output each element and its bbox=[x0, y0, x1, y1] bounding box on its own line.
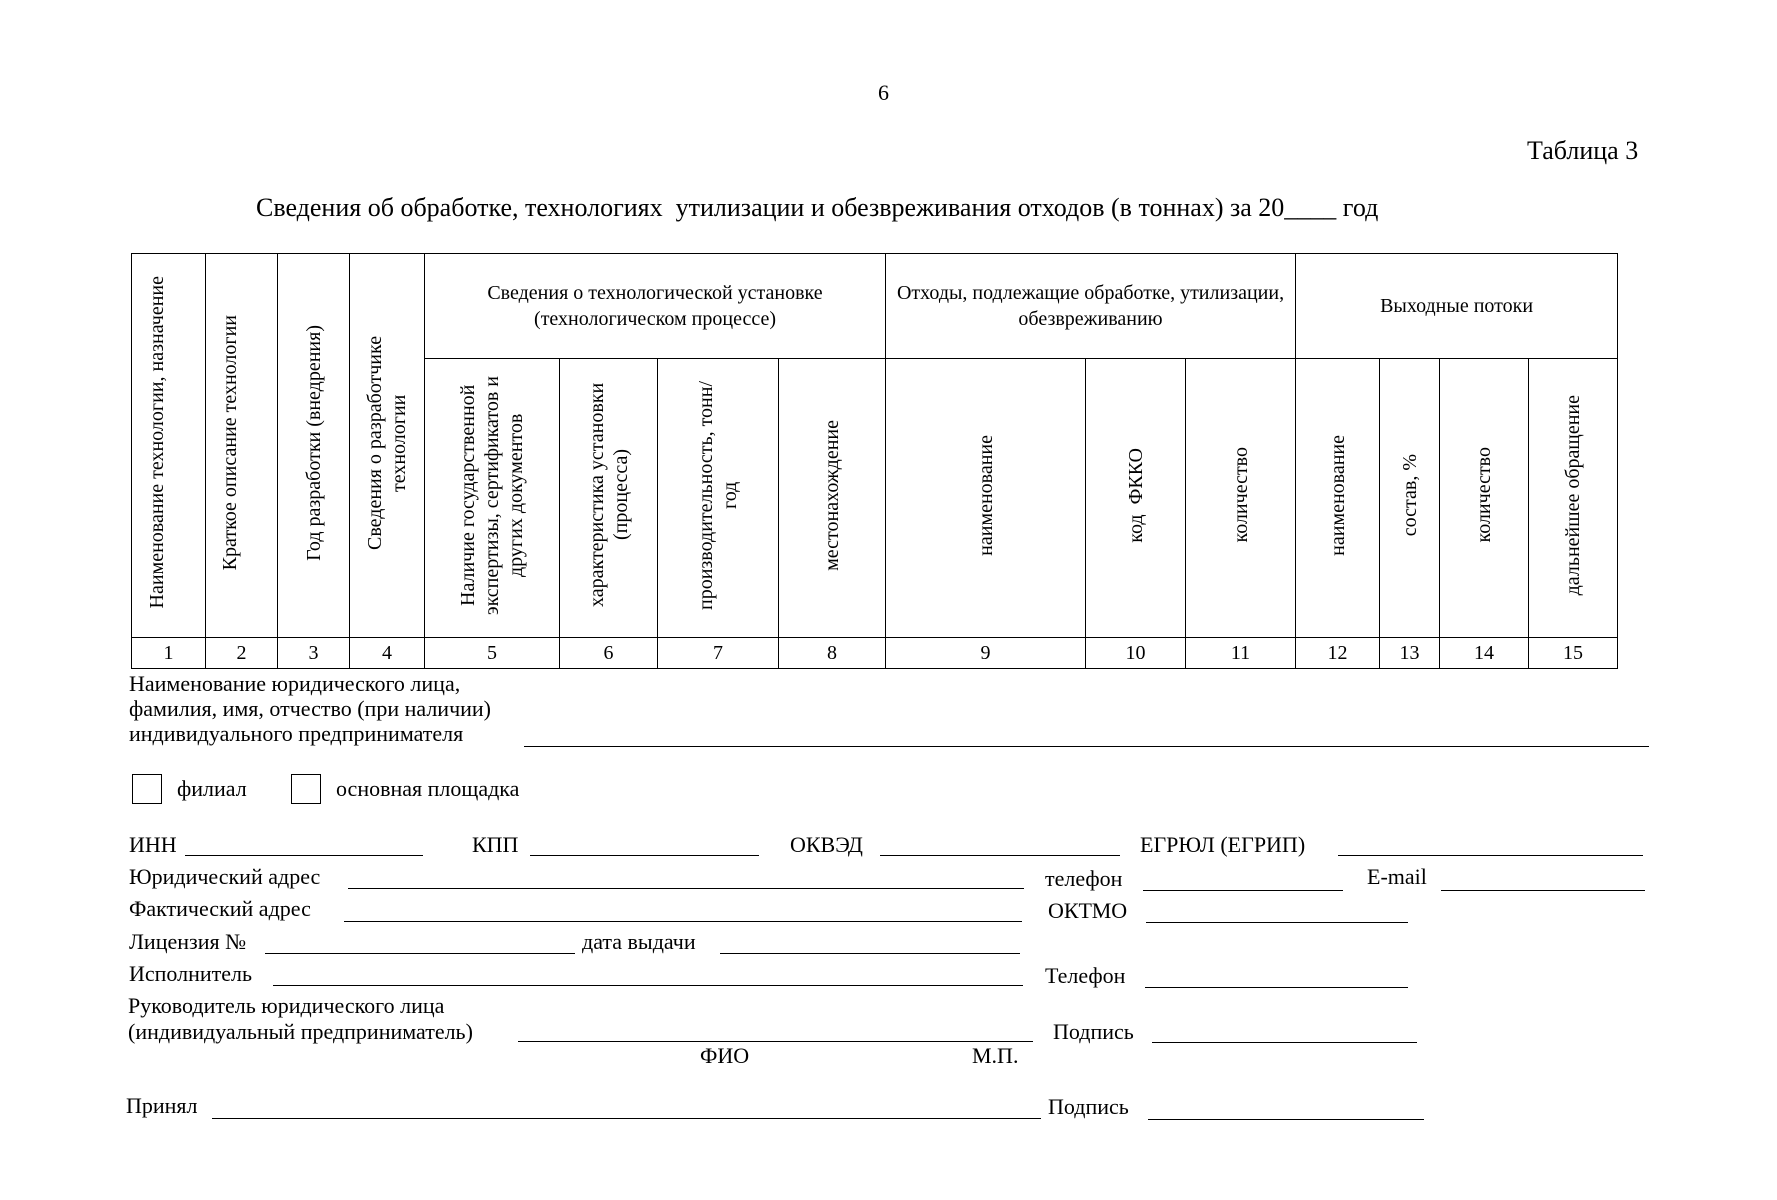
col-number: 9 bbox=[886, 638, 1086, 669]
egrul-label: ЕГРЮЛ (ЕГРИП) bbox=[1140, 832, 1306, 857]
header-tech-name: Наименование технологии, назначение bbox=[132, 254, 206, 638]
issue-date-label: дата выдачи bbox=[582, 929, 696, 954]
accepted-label: Принял bbox=[126, 1093, 198, 1118]
header-further-handling: дальнейшее обращение bbox=[1529, 359, 1618, 638]
header-output-name: наименование bbox=[1296, 359, 1380, 638]
col-number: 2 bbox=[206, 638, 278, 669]
col-number: 14 bbox=[1440, 638, 1529, 669]
license-field[interactable] bbox=[265, 953, 575, 954]
header-characteristic: характеристика установки (процесса) bbox=[560, 359, 658, 638]
branch-checkbox[interactable] bbox=[132, 774, 162, 804]
col-number: 13 bbox=[1380, 638, 1440, 669]
oktmo-label: ОКТМО bbox=[1048, 898, 1128, 923]
col-number: 12 bbox=[1296, 638, 1380, 669]
col-number: 7 bbox=[658, 638, 779, 669]
col-number: 15 bbox=[1529, 638, 1618, 669]
inn-field[interactable] bbox=[185, 855, 423, 856]
header-output-composition: состав, % bbox=[1380, 359, 1440, 638]
issue-date-field[interactable] bbox=[720, 953, 1020, 954]
col-number: 5 bbox=[425, 638, 560, 669]
page-number: 6 bbox=[878, 80, 889, 105]
header-developer: Сведения о разработчике технологии bbox=[350, 254, 425, 638]
main-site-label: основная площадка bbox=[336, 776, 520, 801]
entity-name-field[interactable] bbox=[524, 746, 1649, 747]
head-field[interactable] bbox=[518, 1041, 1033, 1042]
signature2-field[interactable] bbox=[1148, 1119, 1424, 1120]
actual-address-field[interactable] bbox=[344, 921, 1022, 922]
executor-field[interactable] bbox=[273, 985, 1023, 986]
header-group-output: Выходные потоки bbox=[1296, 254, 1618, 359]
col-number: 6 bbox=[560, 638, 658, 669]
col-number: 10 bbox=[1086, 638, 1186, 669]
header-group-waste: Отходы, подлежащие обработке, утилизации, обезвреживанию bbox=[886, 254, 1296, 359]
accepted-field[interactable] bbox=[212, 1118, 1041, 1119]
kpp-label: КПП bbox=[472, 832, 519, 857]
header-group-installation: Сведения о технологической установке (технологическом процессе) bbox=[425, 254, 886, 359]
signature2-label: Подпись bbox=[1048, 1094, 1129, 1119]
header-brief-description: Краткое описание технологии bbox=[206, 254, 278, 638]
fio-caption: ФИО bbox=[700, 1043, 750, 1068]
col-number: 11 bbox=[1186, 638, 1296, 669]
kpp-field[interactable] bbox=[530, 855, 759, 856]
header-output-quantity: количество bbox=[1440, 359, 1529, 638]
table-label: Таблица 3 bbox=[1527, 136, 1639, 165]
col-number: 4 bbox=[350, 638, 425, 669]
signature-field[interactable] bbox=[1152, 1042, 1417, 1043]
col-number: 8 bbox=[779, 638, 886, 669]
header-year: Год разработки (внедрения) bbox=[278, 254, 350, 638]
head-label: Руководитель юридического лица (индивидуальный предприниматель) bbox=[128, 993, 473, 1044]
legal-address-field[interactable] bbox=[348, 888, 1024, 889]
license-label: Лицензия № bbox=[129, 929, 247, 954]
header-expertise: Наличие государственной экспертизы, сертификатов и других документов bbox=[425, 359, 560, 638]
signature-label: Подпись bbox=[1053, 1019, 1134, 1044]
executor-phone-field[interactable] bbox=[1145, 987, 1408, 988]
inn-label: ИНН bbox=[129, 832, 177, 857]
executor-phone-label: Телефон bbox=[1045, 963, 1126, 988]
col-number: 1 bbox=[132, 638, 206, 669]
main-site-checkbox[interactable] bbox=[291, 774, 321, 804]
phone-field[interactable] bbox=[1143, 890, 1343, 891]
col-number: 3 bbox=[278, 638, 350, 669]
legal-address-label: Юридический адрес bbox=[129, 864, 321, 889]
header-waste-quantity: количество bbox=[1186, 359, 1296, 638]
header-productivity: производительность, тонн/год bbox=[658, 359, 779, 638]
okved-label: ОКВЭД bbox=[790, 832, 863, 857]
header-location: местонахождение bbox=[779, 359, 886, 638]
egrul-field[interactable] bbox=[1338, 855, 1643, 856]
waste-processing-table bbox=[131, 253, 1618, 669]
email-field[interactable] bbox=[1441, 890, 1645, 891]
okved-field[interactable] bbox=[880, 855, 1120, 856]
page-title: Сведения об обработке, технологиях утилизации и обезвреживания отходов (в тоннах) за 20____ год bbox=[256, 193, 1379, 222]
header-waste-name: наименование bbox=[886, 359, 1086, 638]
header-fkko-code: код ФККО bbox=[1086, 359, 1186, 638]
email-label: E-mail bbox=[1367, 864, 1427, 889]
entity-name-label: Наименование юридического лица, фамилия, имя, отчество (при наличии) индивидуального предпринимателя bbox=[129, 671, 492, 746]
mp-caption: М.П. bbox=[972, 1043, 1019, 1068]
branch-label: филиал bbox=[177, 776, 247, 801]
phone-label: телефон bbox=[1045, 866, 1123, 891]
executor-label: Исполнитель bbox=[129, 961, 253, 986]
actual-address-label: Фактический адрес bbox=[129, 896, 311, 921]
oktmo-field[interactable] bbox=[1146, 922, 1408, 923]
